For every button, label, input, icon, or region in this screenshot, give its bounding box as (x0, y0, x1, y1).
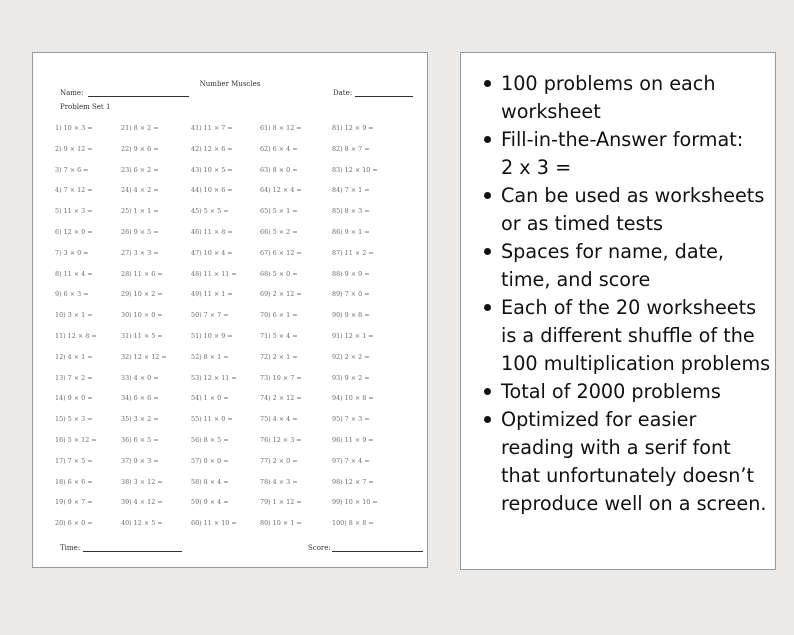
problem-item: 89) 7 × 0 = (332, 290, 370, 299)
problem-item: 32) 12 × 12 = (121, 352, 167, 361)
problem-item: 41) 11 × 7 = (191, 124, 233, 132)
problem-item: 17) 7 × 5 = (55, 456, 93, 465)
problem-item: 37) 9 × 3 = (121, 456, 159, 465)
problem-item: 27) 3 × 3 = (121, 248, 159, 257)
problem-item: 76) 12 × 3 = (260, 436, 302, 444)
problem-item: 9) 6 × 3 = (55, 290, 89, 299)
bullet-dot-icon (484, 304, 491, 311)
problem-item: 46) 11 × 8 = (191, 228, 233, 236)
time-line (83, 551, 182, 552)
problem-item: 18) 6 × 6 = (55, 477, 93, 486)
problem-item: 71) 5 × 4 = (260, 332, 298, 340)
problem-item: 48) 11 × 11 = (191, 269, 237, 278)
feature-text: Total of 2000 problems (501, 380, 721, 403)
problem-item: 4) 7 × 12 = (55, 186, 93, 195)
problem-item: 35) 3 × 2 = (121, 415, 159, 424)
problem-item: 51) 10 × 9 = (191, 332, 233, 340)
problem-item: 30) 10 × 0 = (121, 311, 163, 320)
problem-item: 25) 1 × 1 = (121, 207, 159, 216)
problem-item: 78) 4 × 3 = (260, 477, 298, 486)
problem-item: 31) 11 × 5 = (121, 332, 163, 340)
problem-item: 53) 12 × 11 = (191, 373, 237, 382)
problem-item: 33) 4 × 0 = (121, 373, 159, 382)
problem-item: 52) 8 × 1 = (191, 352, 229, 361)
problem-item: 62) 6 × 4 = (260, 144, 298, 153)
problem-item: 2) 9 × 12 = (55, 144, 93, 153)
problem-item: 14) 9 × 0 = (55, 394, 93, 403)
problem-item: 55) 11 × 0 = (191, 415, 233, 424)
problem-item: 83) 12 × 10 = (332, 165, 378, 174)
worksheet-preview (32, 52, 428, 568)
problem-item: 61) 8 × 12 = (260, 124, 302, 132)
feature-text: Each of the 20 worksheets is a different shuffle of the 100 multiplication problems (501, 296, 771, 375)
feature-item (481, 294, 773, 378)
problem-item: 85) 8 × 3 = (332, 207, 370, 216)
name-label: Name: (60, 89, 84, 97)
feature-panel (460, 52, 776, 570)
problem-item: 81) 12 × 9 = (332, 124, 374, 132)
date-label: Date: (333, 89, 353, 97)
problem-item: 91) 12 × 1 = (332, 332, 374, 340)
problem-item: 100) 8 × 8 = (332, 519, 374, 528)
problem-item: 86) 9 × 1 = (332, 228, 370, 236)
bullet-dot-icon (484, 416, 491, 423)
name-line (88, 96, 189, 97)
feature-text: Spaces for name, date, time, and score (501, 240, 725, 291)
problem-item: 16) 5 × 12 = (55, 436, 97, 444)
time-label: Time: (60, 544, 81, 552)
feature-text: 100 problems on each worksheet (501, 72, 716, 123)
problem-set-label: Problem Set 1 (60, 103, 111, 111)
problem-item: 57) 0 × 0 = (191, 456, 229, 465)
problem-item: 98) 12 × 7 = (332, 477, 374, 486)
feature-list (481, 70, 773, 518)
problem-item: 60) 11 × 10 = (191, 519, 237, 528)
problem-item: 38) 3 × 12 = (121, 477, 163, 486)
feature-text: Optimized for easier reading with a serif font that unfortunately doesn’t reproduce well on a screen. (501, 408, 767, 515)
problem-item: 79) 1 × 12 = (260, 498, 302, 507)
problem-item: 67) 6 × 12 = (260, 248, 302, 257)
feature-item (481, 238, 773, 294)
problem-item: 96) 11 × 9 = (332, 436, 374, 444)
problem-item: 64) 12 × 4 = (260, 186, 302, 195)
problem-item: 66) 5 × 2 = (260, 228, 298, 236)
feature-item (481, 70, 773, 126)
problem-item: 15) 5 × 3 = (55, 415, 93, 424)
problem-item: 11) 12 × 8 = (55, 332, 97, 340)
problem-item: 59) 9 × 4 = (191, 498, 229, 507)
problem-item: 77) 2 × 0 = (260, 456, 298, 465)
problem-item: 26) 9 × 5 = (121, 228, 159, 236)
problem-item: 20) 6 × 0 = (55, 519, 93, 528)
problem-item: 43) 10 × 5 = (191, 165, 233, 174)
problem-item: 23) 6 × 2 = (121, 165, 159, 174)
bullet-dot-icon (484, 388, 491, 395)
problem-item: 24) 4 × 2 = (121, 186, 159, 195)
problem-item: 69) 2 × 12 = (260, 290, 302, 299)
problem-item: 22) 9 × 6 = (121, 144, 159, 153)
problem-item: 84) 7 × 1 = (332, 186, 370, 195)
problem-item: 90) 9 × 8 = (332, 311, 370, 320)
feature-text: Fill-in-the-Answer format: 2 x 3 = (501, 128, 744, 179)
feature-text: Can be used as worksheets or as timed tests (501, 184, 765, 235)
problem-item: 87) 11 × 2 = (332, 248, 374, 257)
problem-item: 97) 7 × 4 = (332, 456, 370, 465)
problem-item: 50) 7 × 7 = (191, 311, 229, 320)
problem-item: 6) 12 × 0 = (55, 228, 93, 236)
problem-item: 13) 7 × 2 = (55, 373, 93, 382)
problem-item: 7) 3 × 0 = (55, 248, 89, 257)
problem-item: 68) 5 × 0 = (260, 269, 298, 278)
worksheet-title: Number Muscles (199, 80, 261, 88)
feature-item (481, 126, 773, 182)
problem-item: 94) 10 × 8 = (332, 394, 374, 403)
problem-item: 47) 10 × 4 = (191, 248, 233, 257)
problem-item: 12) 4 × 1 = (55, 352, 93, 361)
problem-item: 65) 5 × 1 = (260, 207, 298, 216)
problem-item: 80) 10 × 1 = (260, 519, 302, 528)
problem-item: 36) 6 × 5 = (121, 436, 159, 444)
problem-item: 93) 9 × 2 = (332, 373, 370, 382)
problem-item: 44) 10 × 6 = (191, 186, 233, 195)
problem-item: 28) 11 × 6 = (121, 269, 163, 278)
problem-item: 49) 11 × 1 = (191, 290, 233, 299)
problem-item: 39) 4 × 12 = (121, 498, 163, 507)
bullet-dot-icon (484, 192, 491, 199)
problem-item: 40) 12 × 5 = (121, 519, 163, 528)
problem-item: 82) 8 × 7 = (332, 144, 370, 153)
problem-item: 88) 9 × 9 = (332, 269, 370, 278)
problem-item: 54) 1 × 0 = (191, 394, 229, 403)
problem-item: 10) 3 × 1 = (55, 311, 93, 320)
problem-item: 8) 11 × 4 = (55, 269, 93, 278)
problem-item: 58) 8 × 4 = (191, 477, 229, 486)
problem-item: 45) 5 × 5 = (191, 207, 229, 216)
problem-item: 70) 6 × 1 = (260, 311, 298, 320)
problem-item: 42) 12 × 6 = (191, 144, 233, 153)
problem-item: 56) 8 × 5 = (191, 436, 229, 444)
problem-item: 72) 2 × 1 = (260, 352, 298, 361)
score-label: Score: (308, 544, 331, 552)
problem-item: 5) 11 × 3 = (55, 207, 93, 216)
problem-item: 73) 10 × 7 = (260, 373, 302, 382)
problem-item: 95) 7 × 3 = (332, 415, 370, 424)
bullet-dot-icon (484, 136, 491, 143)
problem-item: 34) 6 × 6 = (121, 394, 159, 403)
problem-item: 29) 10 × 2 = (121, 290, 163, 299)
problem-item: 21) 8 × 2 = (121, 124, 159, 132)
bullet-dot-icon (484, 248, 491, 255)
problem-item: 63) 8 × 0 = (260, 165, 298, 174)
date-line (355, 96, 413, 97)
problem-item: 3) 7 × 6 = (55, 165, 89, 174)
feature-item (481, 406, 773, 518)
problem-item: 1) 10 × 3 = (55, 124, 93, 132)
problem-item: 19) 9 × 7 = (55, 498, 93, 507)
problem-item: 92) 2 × 2 = (332, 352, 370, 361)
feature-item (481, 182, 773, 238)
feature-item (481, 378, 773, 406)
problem-item: 74) 2 × 12 = (260, 394, 302, 403)
bullet-dot-icon (484, 80, 491, 87)
problem-item: 75) 4 × 4 = (260, 415, 298, 424)
score-line (332, 551, 423, 552)
problem-item: 99) 10 × 10 = (332, 498, 378, 507)
